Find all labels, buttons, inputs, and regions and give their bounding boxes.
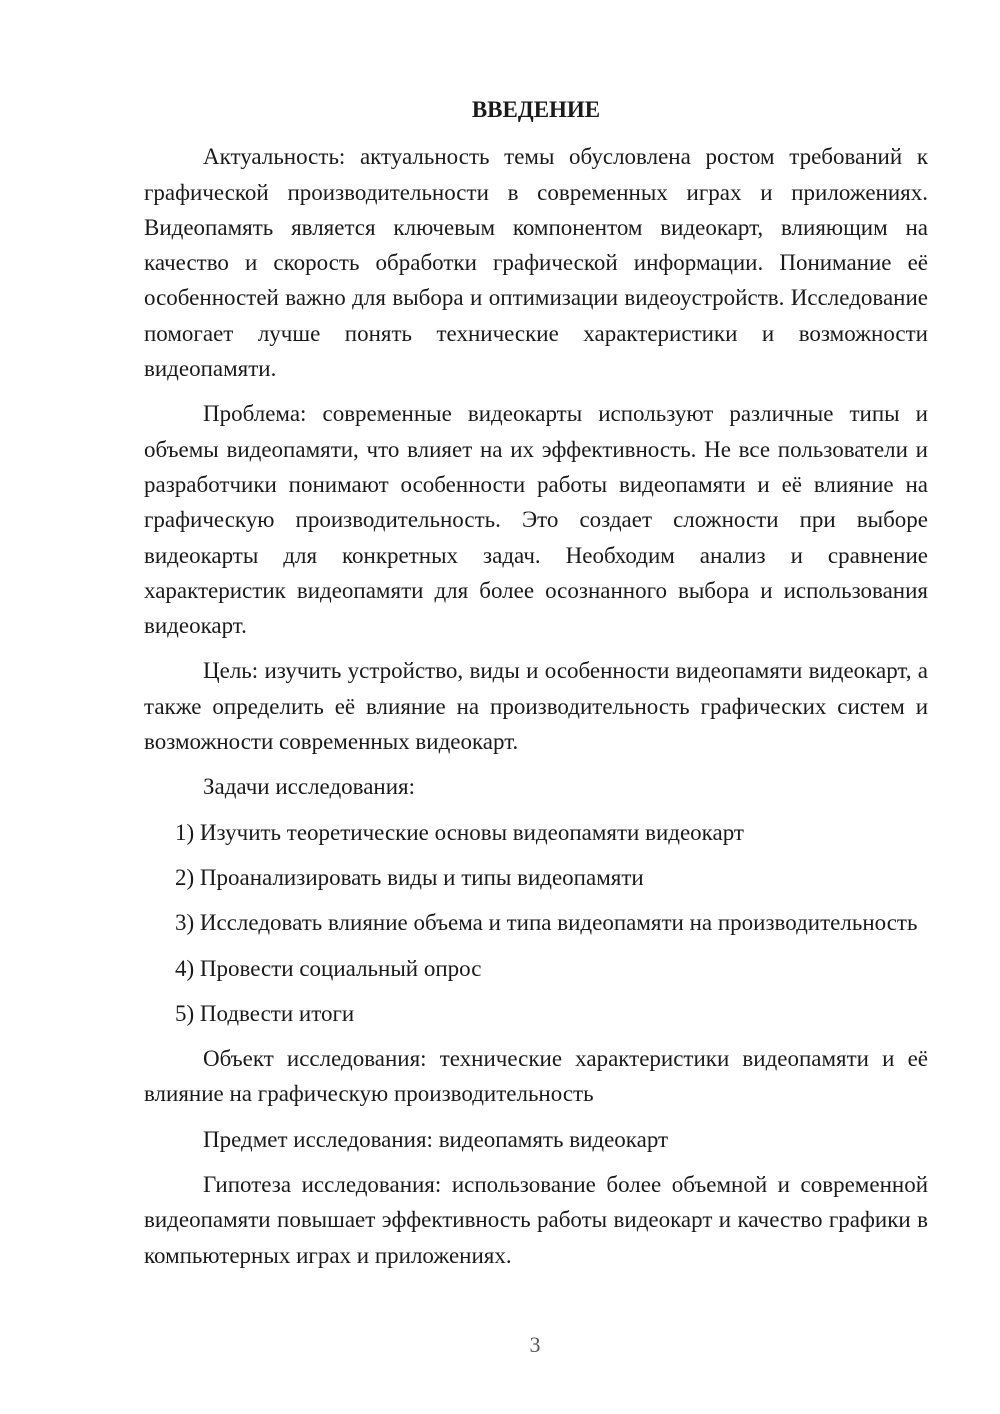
paragraph-subject: Предмет исследования: видеопамять видеокарт <box>203 1126 669 1152</box>
document-page <box>144 92 928 1283</box>
paragraph-object: Объект исследования: технические характеристики видеопамяти и её влияние на графическую производительность <box>144 1046 928 1107</box>
task-item: 2) Проанализировать виды и типы видеопамяти <box>175 864 644 890</box>
page-number: 3 <box>529 1332 541 1357</box>
task-item: 4) Провести социальный опрос <box>175 955 482 981</box>
paragraph-tasks-heading: Задачи исследования: <box>203 774 416 800</box>
document-title: ВВЕДЕНИЕ <box>471 97 601 122</box>
paragraph-relevance: Актуальность: актуальность темы обусловлена ростом требований к графической производительности в современных играх и приложениях. Видеопамять является ключевым компонентом видеокарт, влияющим на качество и скорость обработки графической информации. Понимание её особенностей важно для выбора и оптимизации видеоустройств. Исследование помогает лучше понять технические характеристики и возможности видеопамяти. <box>144 144 928 382</box>
paragraph-goal: Цель: изучить устройство, виды и особенности видеопамяти видеокарт, а также определить её влияние на производительность графических систем и возможности современных видеокарт. <box>144 658 928 755</box>
paragraph-problem: Проблема: современные видеокарты используют различные типы и объемы видеопамяти, что влияет на их эффективность. Не все пользователи и разработчики понимают особенности работы видеопамяти и её влияние на графическую производительность. Это создает сложности при выборе видеокарты для конкретных задач. Необходим анализ и сравнение характеристик видеопамяти для более осознанного выбора и использования видеокарт. <box>144 401 928 639</box>
task-item: 3) Исследовать влияние объема и типа видеопамяти на производительность <box>175 910 918 936</box>
task-item: 5) Подвести итоги <box>175 1000 355 1026</box>
paragraph-hypothesis: Гипотеза исследования: использование более объемной и современной видеопамяти повышает эффективность работы видеокарт и качество графики в компьютерных играх и приложениях. <box>144 1172 928 1268</box>
task-item: 1) Изучить теоретические основы видеопамяти видеокарт <box>175 819 744 845</box>
